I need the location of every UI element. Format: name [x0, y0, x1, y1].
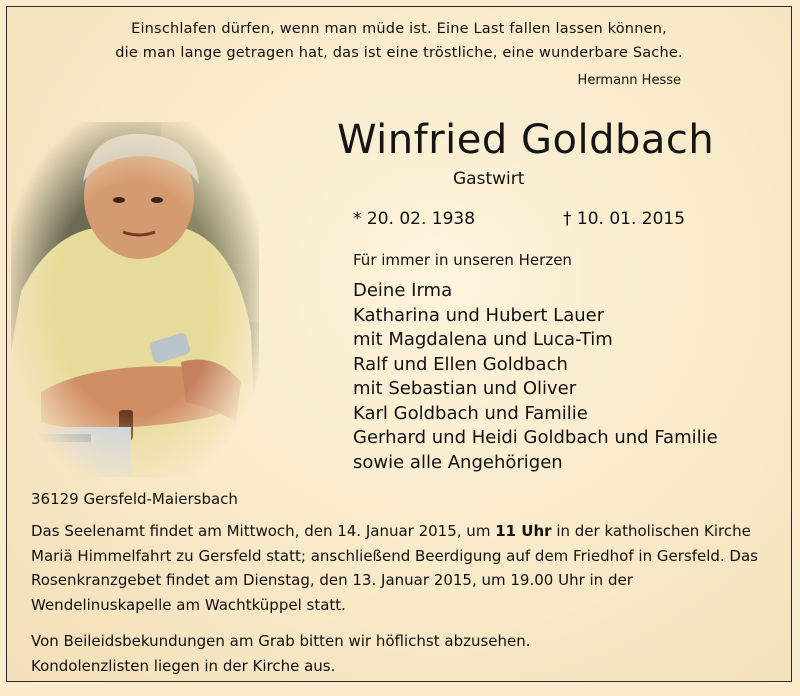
service-time: 11 Uhr [495, 522, 552, 540]
closing-line-1: Von Beileidsbekundungen am Grab bitten wir höflichst abzusehen. [31, 632, 531, 650]
quote [27, 17, 771, 65]
quote-line-2: die man lange getragen hat, das ist eine tröstliche, eine wunderbare Sache. [115, 45, 683, 61]
quote-line-1: Einschlafen dürfen, wenn man müde ist. Eine Last fallen lassen können, [131, 21, 667, 37]
service-info [31, 519, 771, 678]
mourner-entry: mit Sebastian und Oliver [353, 378, 577, 399]
quote-author: Hermann Hesse [577, 73, 681, 88]
deceased-occupation: Gastwirt [453, 169, 525, 189]
mourner-entry: Gerhard und Heidi Goldbach und Familie [353, 427, 718, 448]
portrait-photo [11, 122, 259, 477]
birth-date: * 20. 02. 1938 [353, 209, 476, 229]
mourner-entry: mit Magdalena und Luca-Tim [353, 329, 613, 350]
service-text-part1: Das Seelenamt findet am Mittwoch, den 14. Januar 2015, um [31, 522, 496, 540]
mourner-entry: Ralf und Ellen Goldbach [353, 353, 568, 375]
mourner-entry: Karl Goldbach und Familie [353, 402, 588, 424]
closing-paragraph [31, 629, 771, 678]
address: 36129 Gersfeld-Maiersbach [31, 490, 238, 508]
mourner-entry: Katharina und Hubert Lauer [353, 304, 605, 326]
obituary-notice [6, 6, 792, 682]
deceased-name: Winfried Goldbach [337, 117, 715, 163]
service-text-part2: in der katholischen Kirche Mariä Himmelfahrt zu Gersfeld statt; anschließend Beerdigung auf dem Friedhof in Gersfeld. Das Rosenkranzgebet findet am Dienstag, den 13. Januar 2015, um 19.00 Uhr in der Wendelinuskapelle am Wachtküppel statt. [31, 522, 758, 614]
service-paragraph [31, 519, 771, 617]
mourners-list [353, 279, 718, 475]
death-date: † 10. 01. 2015 [563, 209, 686, 229]
mourner-entry: sowie alle Angehörigen [353, 451, 563, 473]
mourner-entry: Deine Irma [353, 280, 453, 301]
closing-line-2: Kondolenzlisten liegen in der Kirche aus. [31, 656, 336, 675]
mourners-intro: Für immer in unseren Herzen [353, 251, 572, 269]
